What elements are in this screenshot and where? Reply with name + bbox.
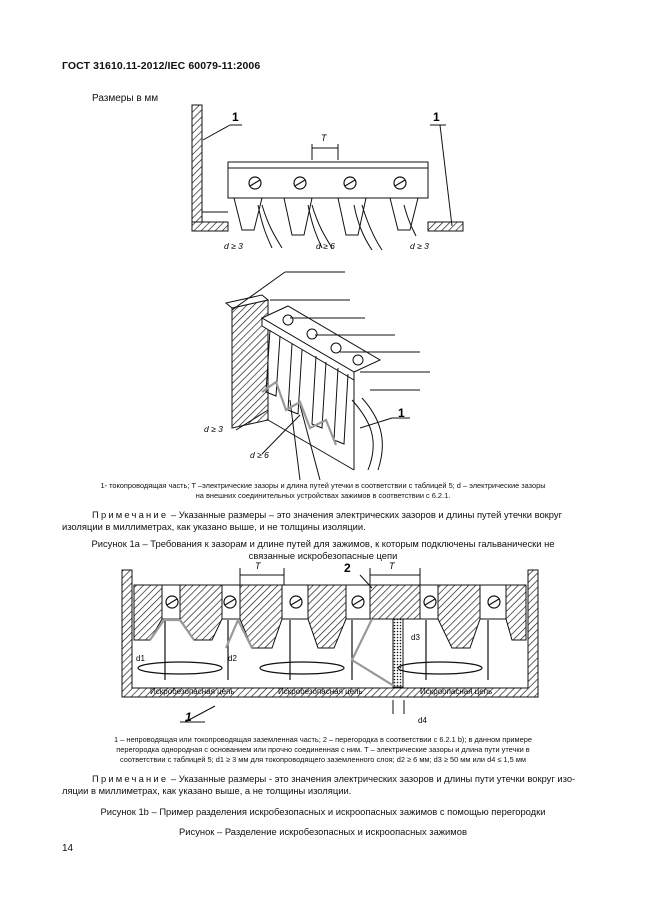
fig1b-caption: Рисунок 1b – Пример разделения искробезопасных и искроопасных зажимов с помощью перегородки	[100, 806, 546, 817]
fig1a-caption-line1: Рисунок 1а – Требования к зазорам и длине путей для зажимов, к которым подключены гальванически не	[91, 538, 555, 549]
fig1a-ref-right: 1	[433, 110, 440, 124]
fig1b-circuit2: Искробезопасная цепь	[278, 687, 363, 696]
fig1a-legend	[40, 481, 606, 501]
page-number: 14	[62, 843, 74, 854]
fig1b-T1: T	[255, 561, 261, 571]
fig1b-note-line1: – Указанные размеры - это значения электрических зазоров и длины пути утечки вокруг изо-	[168, 773, 576, 784]
fig1a-note-line1: – Указанные размеры – это значения электрических зазоров и длины путей утечки вокруг	[168, 509, 562, 520]
document-header: ГОСТ 31610.11-2012/IEC 60079-11:2006	[62, 60, 261, 72]
figure-1a-isometric-drawing	[226, 272, 430, 480]
fig1a-iso-d1: d ≥ 3	[204, 424, 223, 434]
fig1a-d-right: d ≥ 3	[410, 241, 429, 251]
figure-1a-top-drawing	[192, 105, 463, 250]
fig1a-iso-d2: d ≥ 6	[250, 450, 269, 460]
fig1a-d-left: d ≥ 3	[224, 241, 243, 251]
fig1a-note-head: Примечание	[92, 509, 169, 520]
figure-1b-drawing	[122, 568, 538, 722]
fig1b-legend-line2: перегородка однородная с основанием или прочно соединенная с ним. T – электрические зазоры и длина пути утечки в	[116, 745, 530, 754]
fig1b-note-head: Примечание	[92, 773, 169, 784]
fig1b-note	[62, 773, 602, 797]
fig1b-ref1: 1	[185, 710, 192, 724]
fig1a-legend-line2: на внешних соединительных устройствах зажимов в соответствии с 6.2.1.	[195, 491, 451, 500]
fig1b-d2: d2	[228, 654, 237, 663]
fig1b-d3: d3	[411, 633, 420, 642]
fig1b-ref2: 2	[344, 561, 351, 575]
fig1b-legend-line1: 1 – непроводящая или токопроводящая заземленная часть; 2 – перегородка в соответствии с 6.2.1 b); в данном примере	[114, 735, 532, 744]
fig1a-caption	[40, 538, 606, 562]
fig1a-legend-line1: 1- токопроводящая часть; T –электрические зазоры и длина путей утечки в соответствии с таблицей 5; d – электрические зазоры	[100, 481, 546, 490]
fig1b-circuit3: Искроопасная цепь	[420, 687, 493, 696]
fig1a-caption-line2: связанные искробезопасные цепи	[248, 550, 398, 561]
fig1b-circuit1: Искробезопасная цепь	[150, 687, 235, 696]
fig1a-d-mid: d ≥ 6	[316, 241, 335, 251]
fig1b-legend-line3: соответствии с таблицей 5; d1 ≥ 3 мм для токопроводящего заземленного слоя; d2 ≥ 6 мм; d3 ≥ 50 мм или d4 ≤ 1,5 мм	[120, 755, 526, 764]
figure-caption: Рисунок – Разделение искробезопасных и искроопасных зажимов	[179, 826, 467, 837]
fig1b-legend	[40, 735, 606, 765]
fig1b-d4: d4	[418, 716, 427, 725]
fig1a-T-label: T	[321, 133, 327, 143]
fig1a-iso-ref: 1	[398, 406, 405, 420]
fig1b-d1: d1	[136, 654, 145, 663]
fig1a-note	[62, 509, 602, 533]
dimensions-note: Размеры в мм	[92, 93, 159, 104]
fig1b-T2: T	[389, 561, 395, 571]
fig1a-ref-left: 1	[232, 110, 239, 124]
fig1b-note-line2: ляции в миллиметрах, как указано выше, а не толщины изоляции.	[62, 785, 352, 796]
fig1a-note-line2: изоляции в миллиметрах, как указано выше, и не толщины изоляции.	[62, 521, 366, 532]
